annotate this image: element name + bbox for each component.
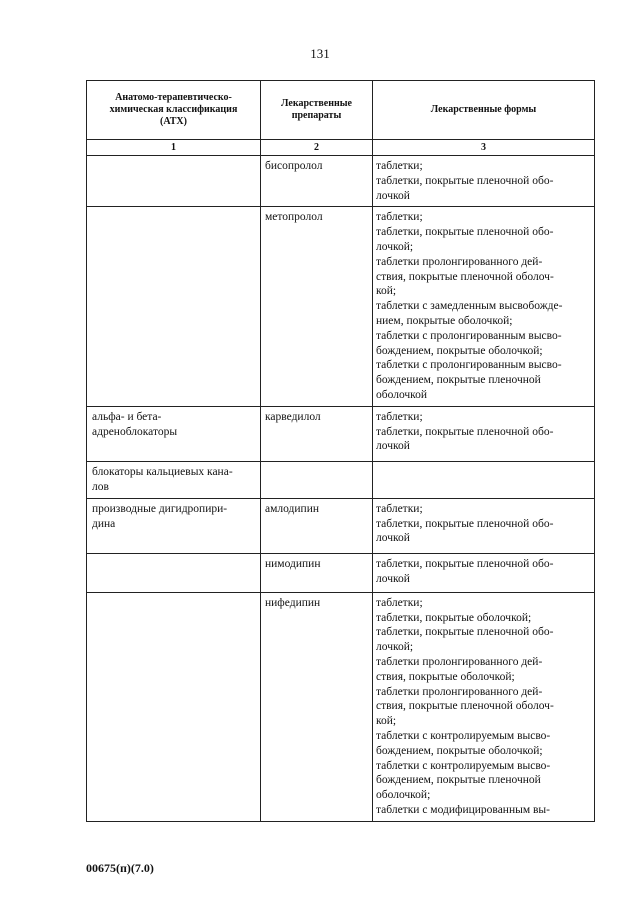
document-code: 00675(п)(7.0) [86,861,154,875]
table-row [87,207,595,406]
column-number: 3 [373,140,595,156]
column-number: 2 [261,140,373,156]
atx-cell [87,553,261,592]
table-row [87,553,595,592]
forms-cell: таблетки; таблетки, покрытые пленочной обо- лочкой; таблетки пролонгированного дей- ствия, покрытые пленочной оболоч- кой; таблетки с замедленным высвобожде- нием, покрытые оболочкой; таблетки с пролонгированным высво- бождением, покрытые оболочкой; таблетки с пролонгированным высво- бождением, покрытые пленочной оболочкой [373,207,595,406]
drug-cell: метопролол [261,207,373,406]
forms-cell: таблетки; таблетки, покрытые пленочной обо- лочкой [373,156,595,207]
header-atx: Анатомо-терапевтическо- химическая классификация (АТХ) [87,81,261,140]
atx-cell: альфа- и бета- адреноблокаторы [87,406,261,461]
forms-cell: таблетки; таблетки, покрытые пленочной обо- лочкой [373,498,595,553]
table-row [87,592,595,821]
table-row [87,498,595,553]
atx-cell [87,592,261,821]
page-number: 131 [310,46,330,61]
atx-cell [87,156,261,207]
table-header-row [87,81,595,140]
table-row [87,406,595,461]
drug-cell: карведилол [261,406,373,461]
table-row [87,461,595,498]
drug-cell: амлодипин [261,498,373,553]
drug-cell: нимодипин [261,553,373,592]
forms-cell: таблетки; таблетки, покрытые оболочкой; таблетки, покрытые пленочной обо- лочкой; таблетки пролонгированного дей- ствия, покрытые оболочкой; таблетки пролонгированного дей- ствия, покрытые пленочной оболоч- кой; таблетки с контролируемым высво- бождением, покрытые оболочкой; таблетки с контролируемым высво- бождением, покрытые пленочной оболочкой; таблетки с модифицированным вы- [373,592,595,821]
drug-cell: нифедипин [261,592,373,821]
medication-table [86,80,595,822]
column-number: 1 [87,140,261,156]
header-forms: Лекарственные формы [373,81,595,140]
header-drugs: Лекарственные препараты [261,81,373,140]
forms-cell: таблетки, покрытые пленочной обо- лочкой [373,553,595,592]
forms-cell: таблетки; таблетки, покрытые пленочной обо- лочкой [373,406,595,461]
drug-cell: бисопролол [261,156,373,207]
atx-cell: блокаторы кальциевых кана- лов [87,461,261,498]
atx-cell: производные дигидропири- дина [87,498,261,553]
table-row [87,156,595,207]
forms-cell [373,461,595,498]
atx-cell [87,207,261,406]
drug-cell [261,461,373,498]
column-number-row [87,140,595,156]
